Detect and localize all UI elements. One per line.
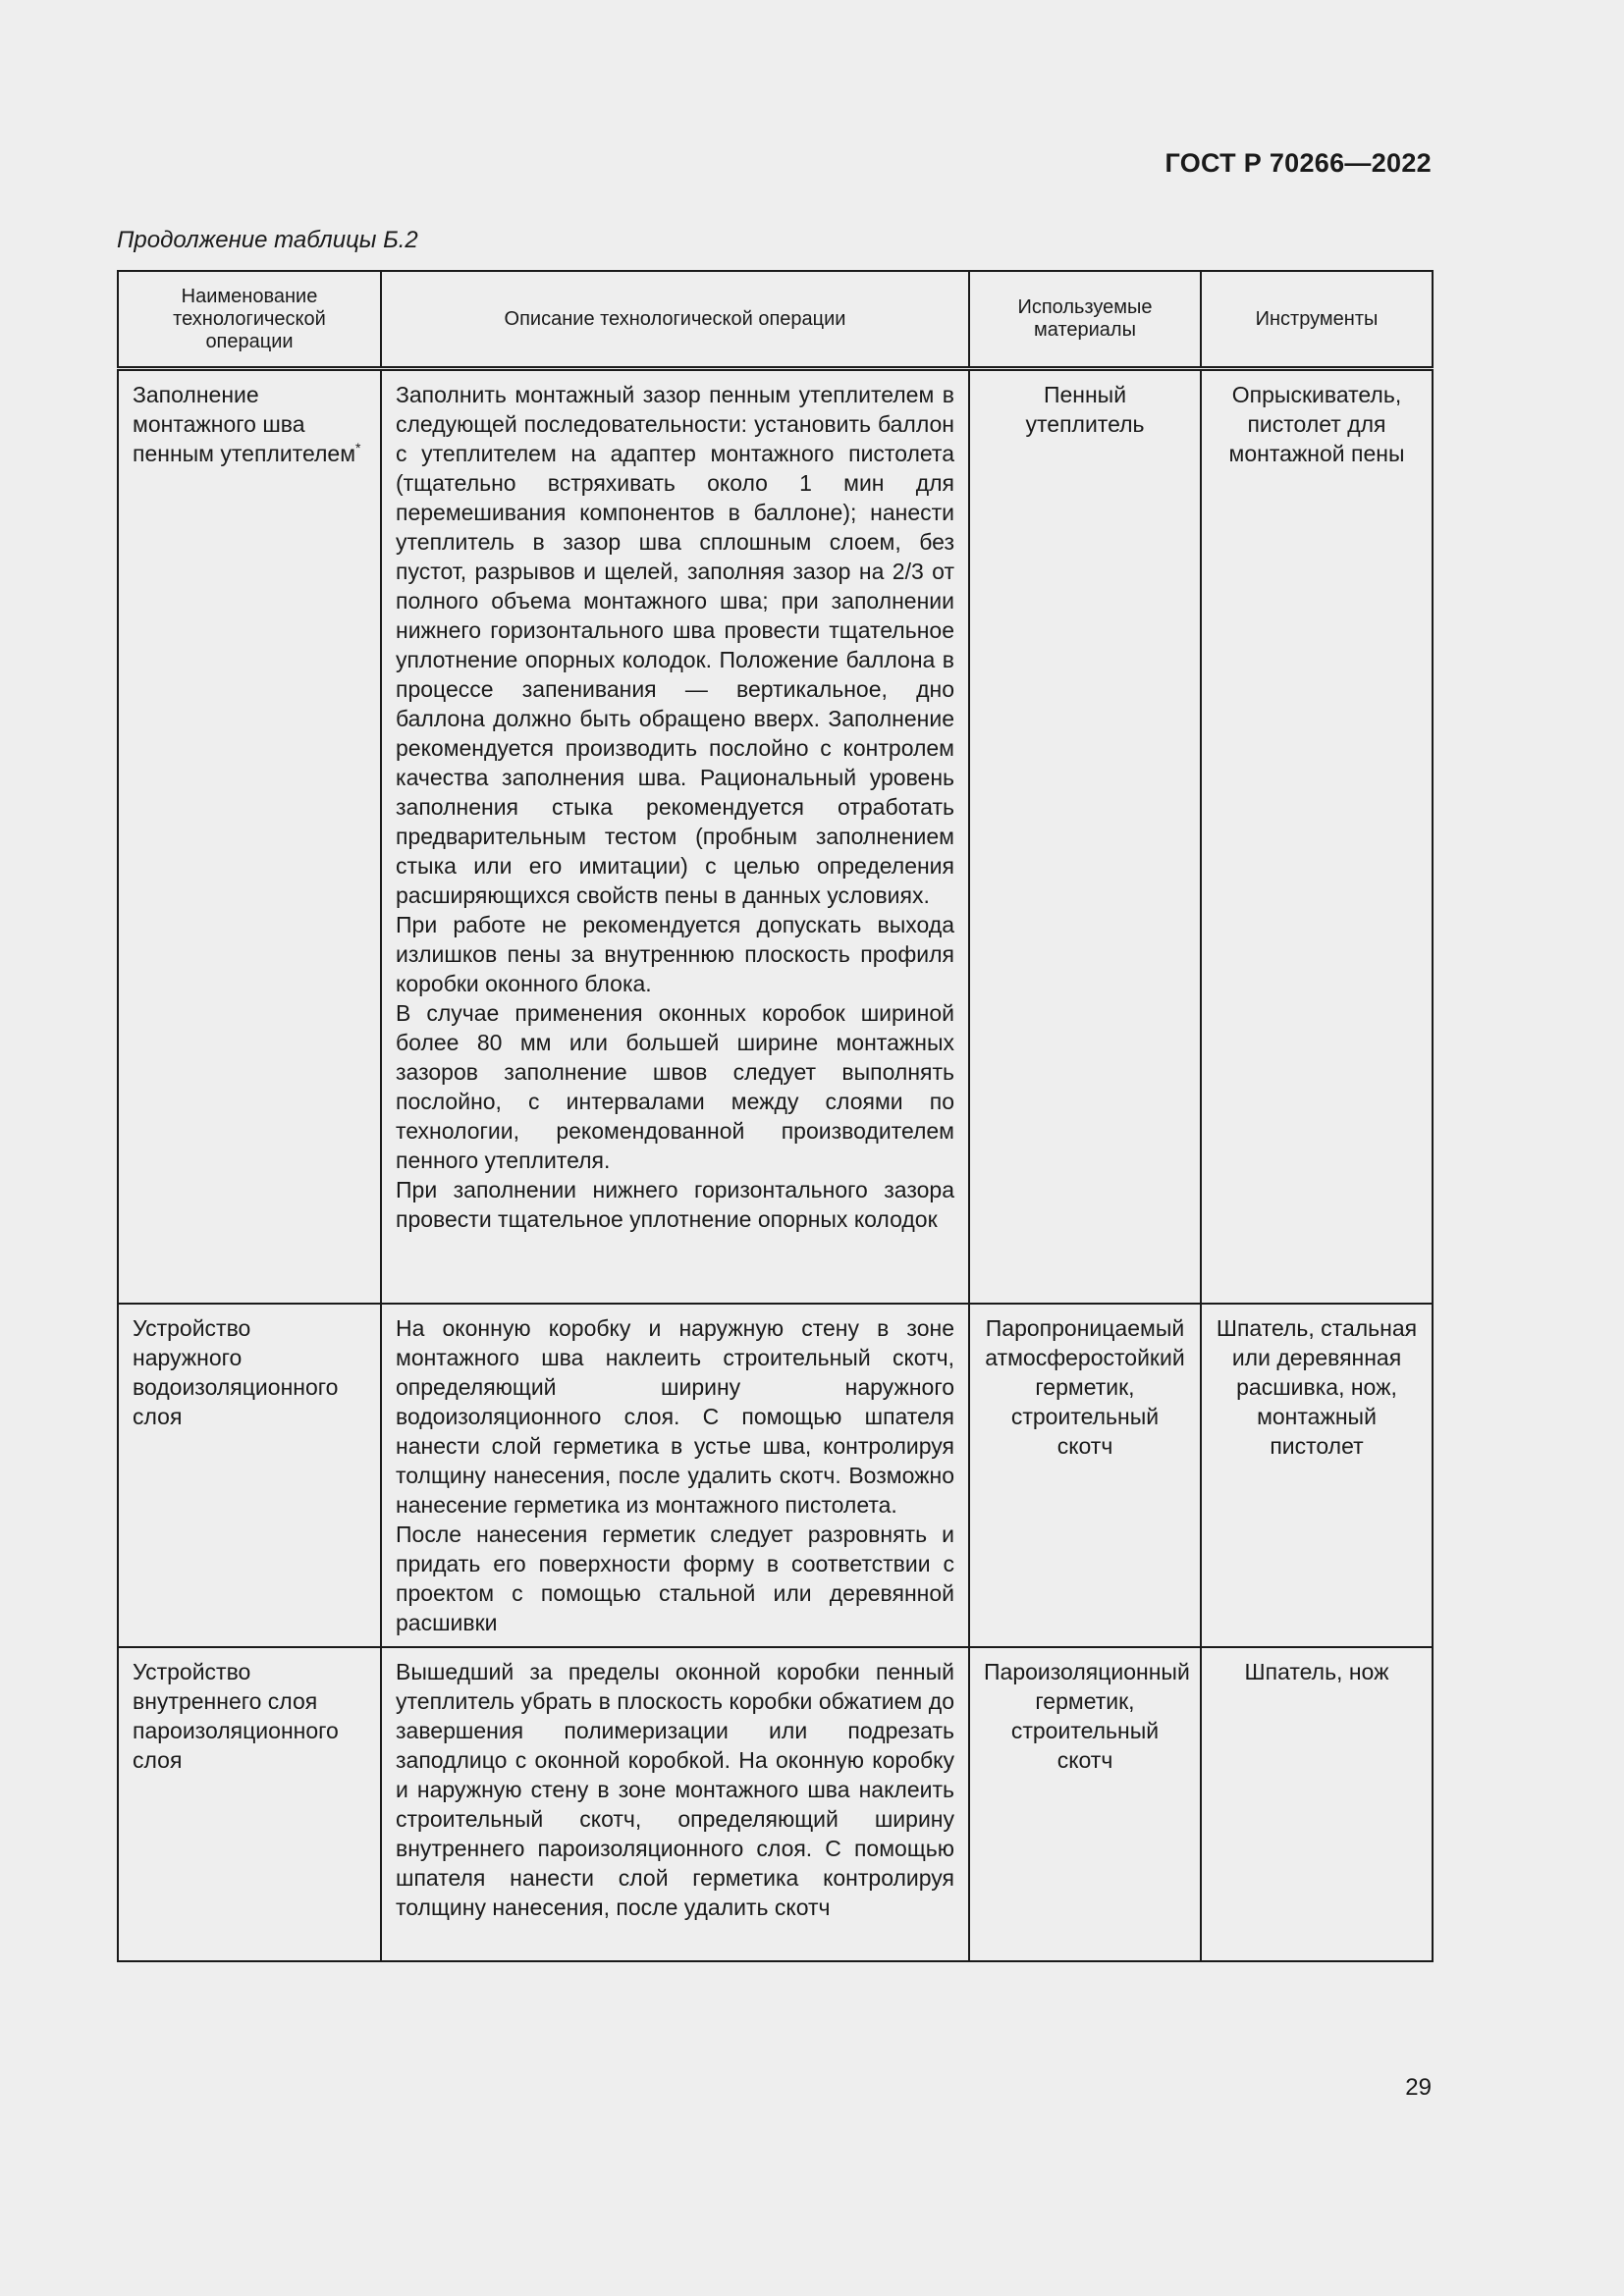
column-header-tools: Инструменты <box>1201 271 1433 369</box>
column-header-description: Описание технологической операции <box>381 271 969 369</box>
operation-name-cell: Устройство внутреннего слоя пароизоляционного слоя <box>118 1647 381 1961</box>
description-paragraph: В случае применения оконных коробок шириной более 80 мм или большей ширине монтажных зазоров заполнение швов следует выполнять послойно, с интервалами между слоями по технологии, рекомендованной производителем пенного утеплителя. <box>396 1000 954 1173</box>
operation-name: Заполнение монтажного шва пенным утеплителем <box>133 382 356 466</box>
tools-cell: Шпатель, нож <box>1201 1647 1433 1961</box>
table-header-row <box>118 271 1433 369</box>
document-code: ГОСТ Р 70266—2022 <box>1164 148 1432 178</box>
column-header-name: Наименование технологической операции <box>118 271 381 369</box>
description-paragraph: При заполнении нижнего горизонтального зазора провести тщательное уплотнение опорных колодок <box>396 1177 954 1232</box>
footnote-mark: * <box>355 440 361 455</box>
operation-name-cell <box>118 369 381 1304</box>
table-row <box>118 1304 1433 1647</box>
description-paragraph: На оконную коробку и наружную стену в зоне монтажного шва наклеить строительный скотч, определяющий ширину наружного водоизоляционного слоя. С помощью шпателя нанести слой герметика в устье шва, контролируя толщину нанесения, после удалить скотч. Возможно нанесение герметика из монтажного пистолета. <box>396 1314 954 1518</box>
description-paragraph: Вышедший за пределы оконной коробки пенный утеплитель убрать в плоскость коробки обжатием до завершения полимеризации или подрезать заподлицо с оконной коробкой. На оконную коробку и наружную стену в зоне монтажного шва наклеить строительный скотч, определяющий ширину внутреннего пароизоляционного слоя. С помощью шпателя нанести слой герметика контролируя толщину нанесения, после удалить скотч <box>396 1658 954 1920</box>
operations-table <box>117 270 1434 1962</box>
operation-description-cell <box>381 1647 969 1961</box>
tools-cell: Шпатель, стальная или деревянная расшивка, нож, монтажный пистолет <box>1201 1304 1433 1647</box>
operation-description-cell <box>381 1304 969 1647</box>
materials-cell: Пароизоляционный герметик, строительный скотч <box>969 1647 1201 1961</box>
operation-name-cell: Устройство наружного водоизоляционного слоя <box>118 1304 381 1647</box>
description-paragraph: После нанесения герметик следует разровнять и придать его поверхности форму в соответствии с проектом с помощью стальной или деревянной расшивки <box>396 1521 954 1635</box>
table-caption: Продолжение таблицы Б.2 <box>117 227 418 253</box>
table-row <box>118 1647 1433 1961</box>
description-paragraph: При работе не рекомендуется допускать выхода излишков пены за внутреннюю плоскость профиля коробки оконного блока. <box>396 912 954 996</box>
description-paragraph: Заполнить монтажный зазор пенным утеплителем в следующей последовательности: установить баллон с утеплителем на адаптер монтажного пистолета (тщательно встряхивать около 1 мин для перемешивания компонентов в баллоне); нанести утеплитель в зазор шва сплошным слоем, без пустот, разрывов и щелей, заполняя зазор на 2/3 от полного объема монтажного шва; при заполнении нижнего горизонтального шва провести тщательное уплотнение опорных колодок. Положение баллона в процессе запенивания — вертикальное, дно баллона должно быть обращено вверх. Заполнение рекомендуется производить послойно с контролем качества заполнения шва. Рациональный уровень заполнения стыка рекомендуется отработать предварительным тестом (пробным заполнением стыка или его имитации) с целью определения расширяющихся свойств пены в данных условиях. <box>396 382 954 908</box>
column-header-materials: Используемые материалы <box>969 271 1201 369</box>
operation-description-cell <box>381 369 969 1304</box>
table-row <box>118 369 1433 1304</box>
tools-cell: Опрыскиватель, пистолет для монтажной пены <box>1201 369 1433 1304</box>
materials-cell: Паропроницаемый атмосферостойкий герметик, строительный скотч <box>969 1304 1201 1647</box>
page-number: 29 <box>1405 2074 1432 2101</box>
materials-cell: Пенный утеплитель <box>969 369 1201 1304</box>
